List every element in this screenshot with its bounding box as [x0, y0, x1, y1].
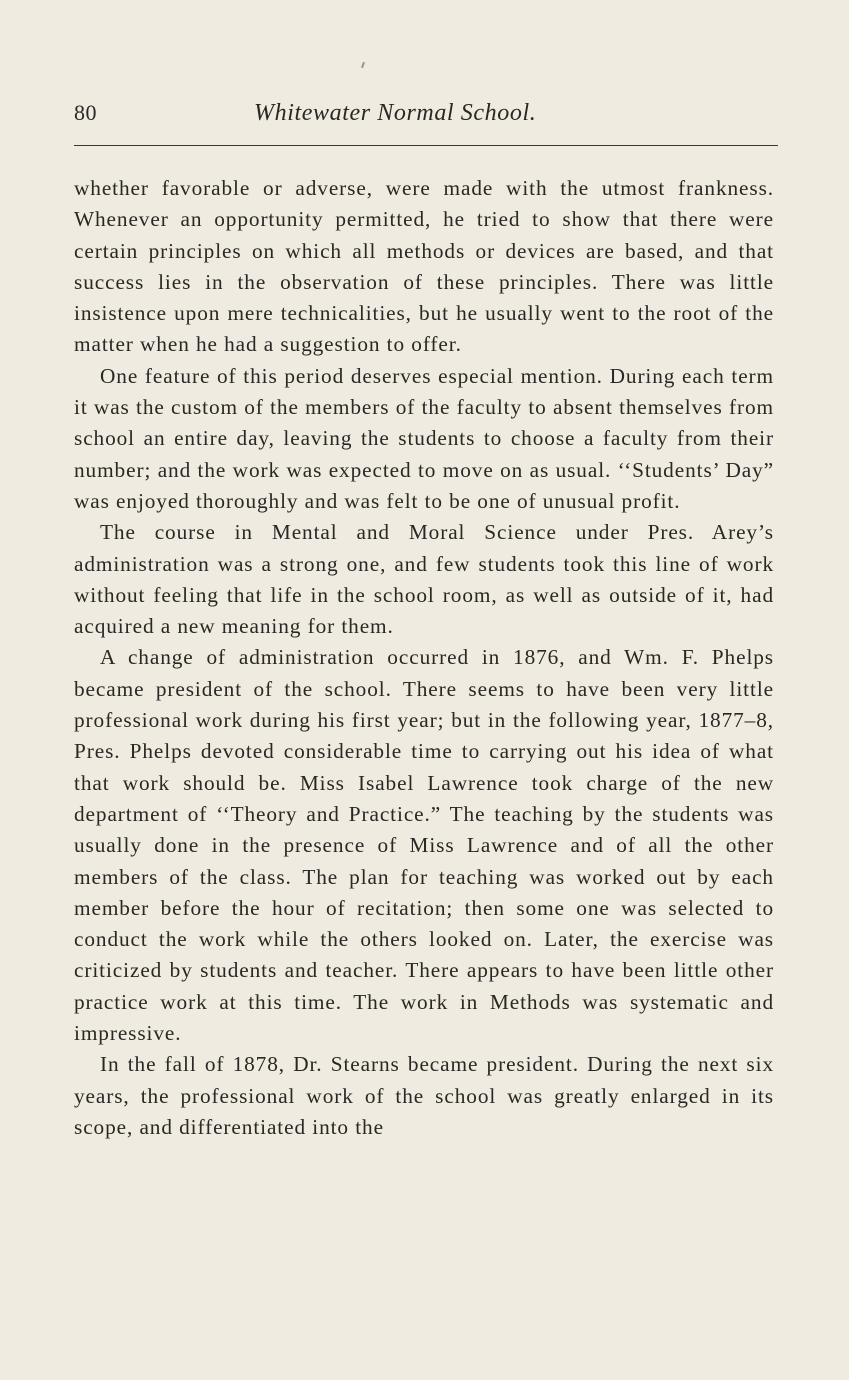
running-title: Whitewater Normal School. — [254, 100, 537, 126]
paragraph-change-of-administration: A change of administration occurred in 1876, and Wm. F. Phelps became president of the school. There seems to have been very little professional work during his first year; but in the following year, 1877–8, Pres. Phelps devoted considerable time to carrying out his idea of what that work should be. Miss Isabel Lawrence took charge of the new department of ‘‘Theory and Practice.” The teaching by the students was usually done in the presence of Miss Lawrence and of all the other members of the class. The plan for teaching was worked out by each member before the hour of recitation; then some one was selected to conduct the work while the others looked on. Later, the exercise was criticized by students and teacher. There appears to have been little other practice work at this time. The work in Methods was systematic and impressive. — [74, 645, 774, 1046]
paper-speck — [361, 62, 365, 68]
page-number: 80 — [74, 100, 97, 125]
page-header — [74, 100, 778, 140]
body-text — [74, 173, 774, 1143]
paragraph-students-day: One feature of this period deserves especial mention. During each term it was the custom of the members of the faculty to absent themselves from school an entire day, leaving the students to choose a faculty from their number; and the work was expected to move on as usual. ‘‘Students’ Day” was enjoyed thoroughly and was felt to be one of unusual profit. — [74, 363, 774, 513]
paragraph-mental-moral-science: The course in Mental and Moral Science under Pres. Arey’s administration was a strong one, and few students took this line of work without feeling that life in the school room, as well as outside of it, had acquired a new meaning for them. — [74, 520, 774, 639]
header-rule — [74, 145, 778, 146]
paragraph-continued: whether favorable or adverse, were made with the utmost frankness. Whenever an opportunity permitted, he tried to show that there were certain principles on which all methods or devices are based, and that success lies in the observation of these principles. There was little insistence upon mere technicalities, but he usually went to the root of the matter when he had a suggestion to offer. — [74, 176, 774, 357]
paragraph-dr-stearns: In the fall of 1878, Dr. Stearns became president. During the next six years, the professional work of the school was greatly enlarged in its scope, and differentiated into the — [74, 1052, 774, 1139]
